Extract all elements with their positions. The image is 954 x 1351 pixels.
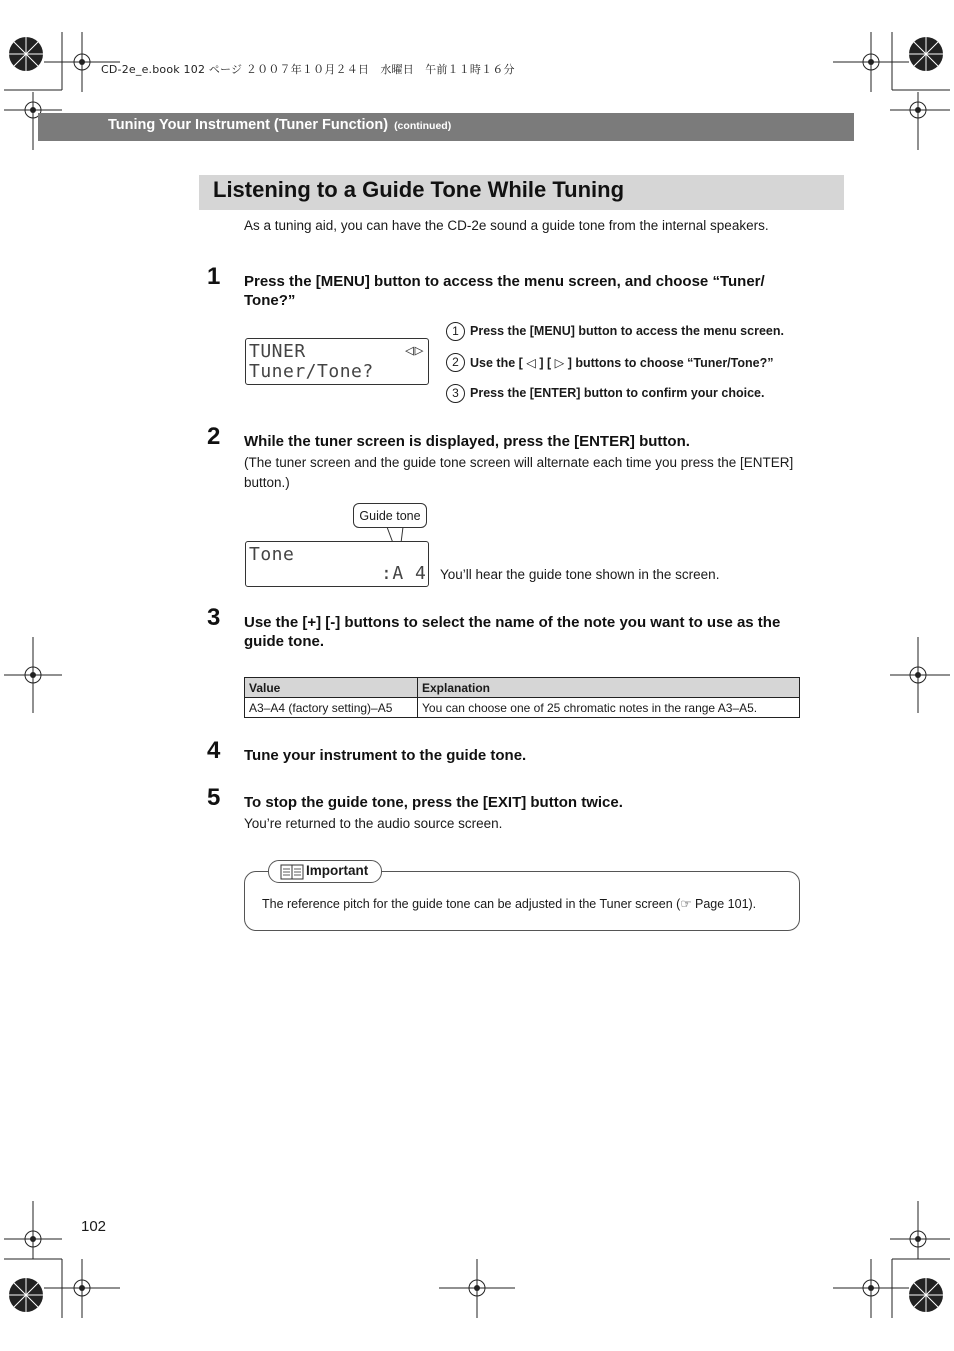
section-header <box>38 113 854 141</box>
substep-2-text: Use the [ ◁ ] [ ▷ ] buttons to choose “Tuner/Tone?” <box>470 356 774 370</box>
title-band <box>199 175 844 210</box>
column-header-value: Value <box>245 678 418 698</box>
table-row <box>245 698 800 718</box>
step-3-text: Use the [+] [-] buttons to select the name of the note you want to use as the guide tone. <box>244 614 781 650</box>
print-header: CD-2e_e.book 102 ページ ２００７年１０月２４日 水曜日 午前１１時１６分 <box>101 63 515 76</box>
section-title: Tuning Your Instrument (Tuner Function) <box>108 117 389 133</box>
substep-3-text: Press the [ENTER] button to confirm your choice. <box>470 386 765 400</box>
important-label-tab <box>268 860 382 883</box>
step-2-text: While the tuner screen is displayed, press the [ENTER] button. <box>244 433 690 450</box>
lcd-tone-line-2: :A 4 <box>381 563 427 584</box>
lcd-tone-screen <box>245 541 429 587</box>
book-icon <box>280 864 304 880</box>
step-1-number: 1 <box>207 263 221 290</box>
section-header-text <box>108 117 451 133</box>
lcd-caption: You’ll hear the guide tone shown in the screen. <box>440 567 720 582</box>
substep-1-text: Press the [MENU] button to access the menu screen. <box>470 324 784 338</box>
circled-number-1: 1 <box>446 322 465 341</box>
table-header-row <box>245 678 800 698</box>
step-3-number: 3 <box>207 604 221 631</box>
page-title: Listening to a Guide Tone While Tuning <box>213 177 625 202</box>
step-5-number: 5 <box>207 784 221 811</box>
cell-explanation: You can choose one of 25 chromatic notes in the range A3–A5. <box>418 698 800 718</box>
lcd-line-1: TUNER <box>249 341 306 362</box>
important-text: The reference pitch for the guide tone can be adjusted in the Tuner screen (☞ Page 101). <box>262 897 757 911</box>
circled-number-2: 2 <box>446 353 465 372</box>
column-header-explanation: Explanation <box>418 678 800 698</box>
lcd-tone-line-1: Tone <box>249 544 295 565</box>
step-4-number: 4 <box>207 737 221 764</box>
cell-value: A3–A4 (factory setting)–A5 <box>245 698 418 718</box>
step-2-number: 2 <box>207 423 221 450</box>
intro-text: As a tuning aid, you can have the CD-2e sound a guide tone from the internal speakers. <box>244 218 769 233</box>
important-label: Important <box>306 863 369 878</box>
lcd-line-2: Tuner/Tone? <box>249 361 374 382</box>
step-4-text: Tune your instrument to the guide tone. <box>244 747 527 764</box>
step-1-text: Press the [MENU] button to access the menu screen, and choose “Tuner/ Tone?” <box>244 273 765 309</box>
value-table <box>244 677 800 718</box>
lcd-arrows-icon: ◁▷ <box>405 341 425 359</box>
guide-tone-callout: Guide tone <box>353 503 427 528</box>
circled-number-3: 3 <box>446 384 465 403</box>
continued-label: (continued) <box>394 120 452 132</box>
page-number: 102 <box>81 1218 107 1235</box>
step-5-text: To stop the guide tone, press the [EXIT] button twice. <box>244 794 623 811</box>
step-2-body: (The tuner screen and the guide tone screen will alternate each time you press the [ENTER] button.) <box>244 455 794 490</box>
lcd-menu-screen <box>245 338 429 385</box>
step-5-body: You’re returned to the audio source screen. <box>244 816 503 831</box>
